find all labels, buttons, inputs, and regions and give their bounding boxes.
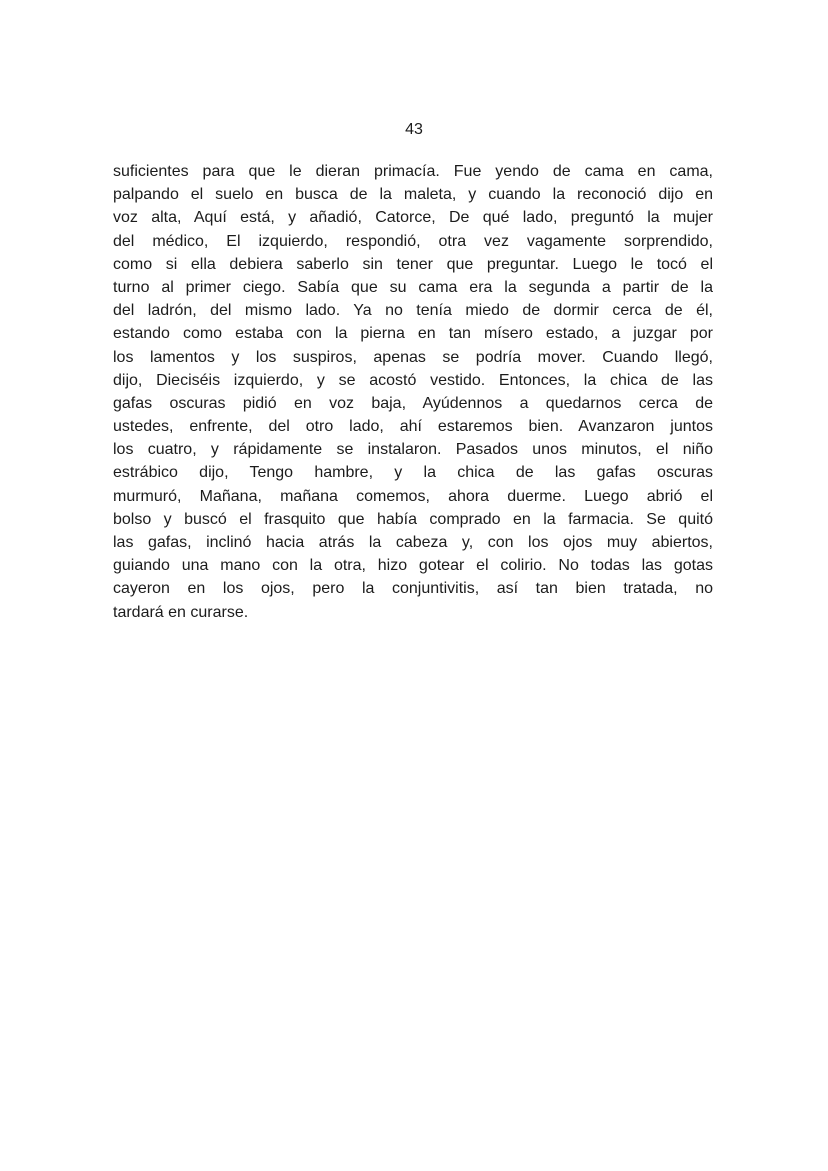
text-line: dijo, Dieciséis izquierdo, y se acostó vestido. Entonces, la chica de las <box>113 371 713 389</box>
text-line: los cuatro, y rápidamente se instalaron. Pasados unos minutos, el niño <box>113 441 713 459</box>
text-line: como si ella debiera saberlo sin tener que preguntar. Luego le tocó el <box>113 255 713 273</box>
text-line: bolso y buscó el frasquito que había comprado en la farmacia. Se quitó <box>113 510 713 528</box>
text-line: estrábico dijo, Tengo hambre, y la chica de las gafas oscuras <box>113 464 713 482</box>
text-line: palpando el suelo en busca de la maleta, y cuando la reconoció dijo en <box>113 186 713 204</box>
body-text <box>113 160 713 624</box>
text-line: tardará en curarse. <box>113 603 249 621</box>
text-line: voz alta, Aquí está, y añadió, Catorce, De qué lado, preguntó la mujer <box>113 209 713 227</box>
text-line: murmuró, Mañana, mañana comemos, ahora duerme. Luego abrió el <box>113 487 713 505</box>
text-line: gafas oscuras pidió en voz baja, Ayúdennos a quedarnos cerca de <box>113 394 713 412</box>
text-line: las gafas, inclinó hacia atrás la cabeza y, con los ojos muy abiertos, <box>113 534 713 551</box>
text-line: los lamentos y los suspiros, apenas se podría mover. Cuando llegó, <box>113 348 713 366</box>
text-line: estando como estaba con la pierna en tan mísero estado, a juzgar por <box>113 325 713 343</box>
text-line: cayeron en los ojos, pero la conjuntivitis, así tan bien tratada, no <box>113 580 713 598</box>
text-line: guiando una mano con la otra, hizo gotear el colirio. No todas las gotas <box>113 557 713 575</box>
text-line: turno al primer ciego. Sabía que su cama era la segunda a partir de la <box>113 278 713 296</box>
text-line: suficientes para que le dieran primacía. Fue yendo de cama en cama, <box>113 163 713 180</box>
page-number: 43 <box>405 121 423 138</box>
text-line: del médico, El izquierdo, respondió, otra vez vagamente sorprendido, <box>113 232 713 250</box>
text-line: del ladrón, del mismo lado. Ya no tenía miedo de dormir cerca de él, <box>113 302 713 320</box>
text-line: ustedes, enfrente, del otro lado, ahí estaremos bien. Avanzaron juntos <box>113 418 713 436</box>
